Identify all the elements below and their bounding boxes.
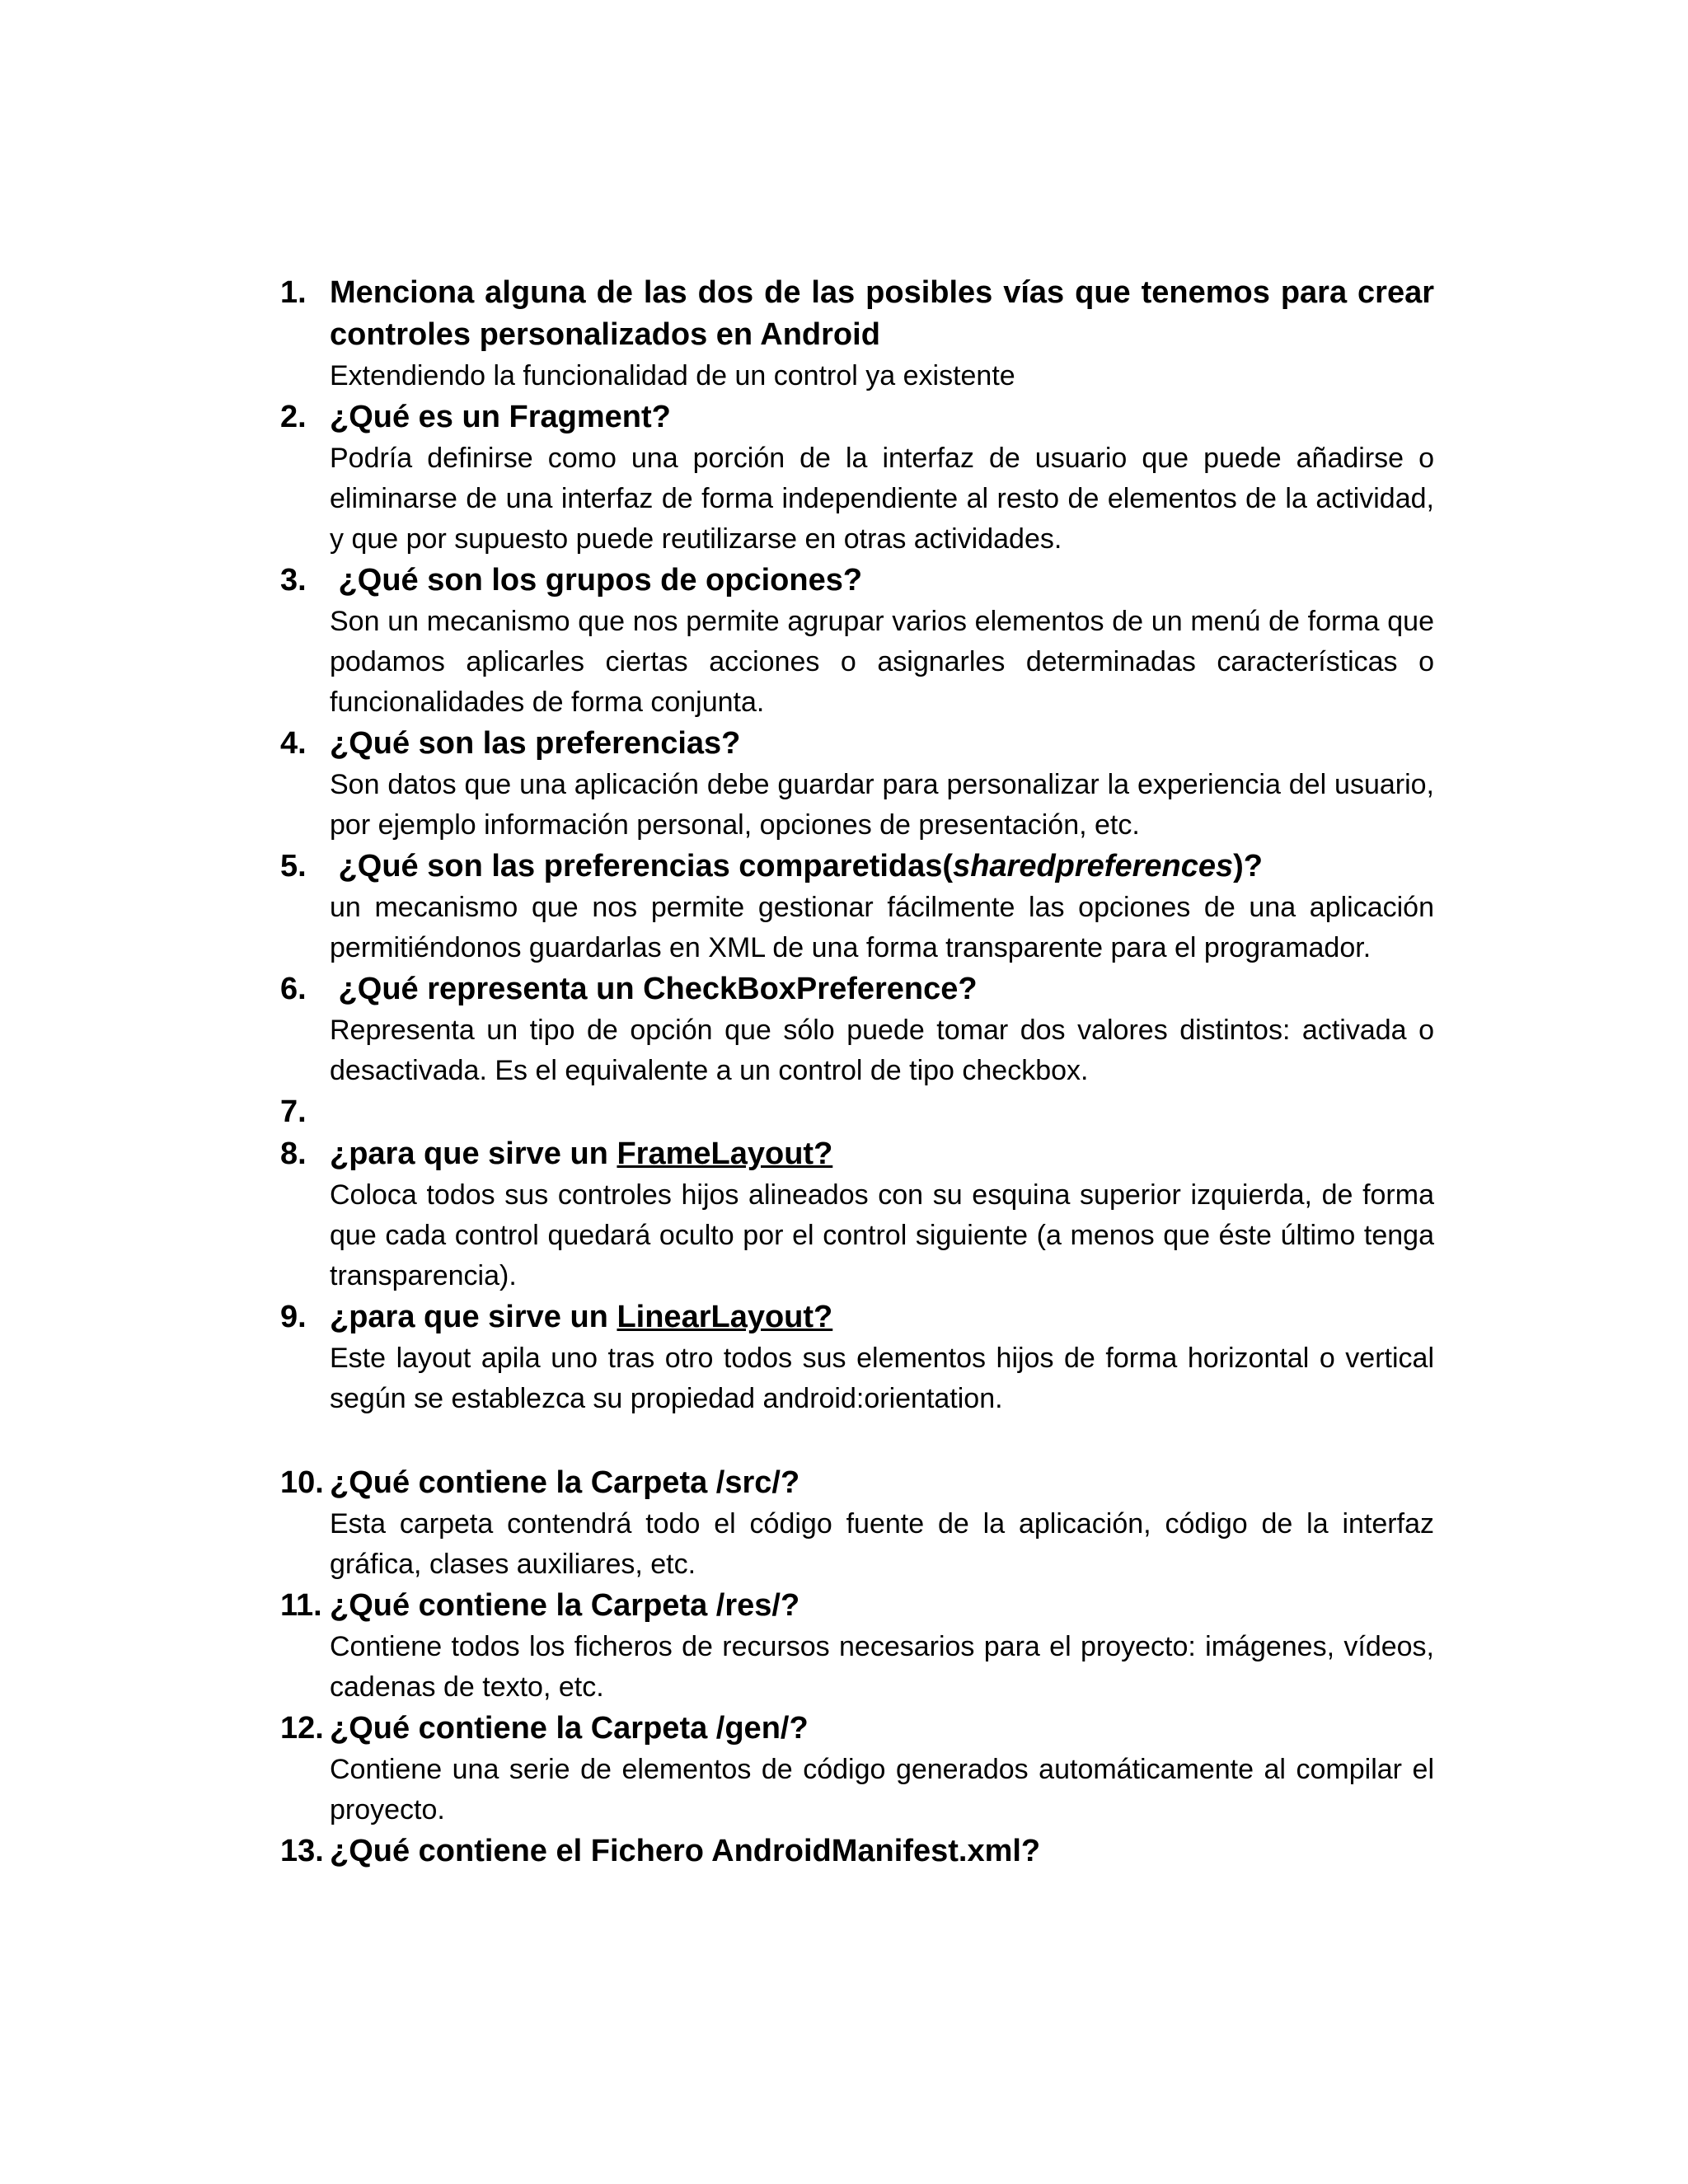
list-item-4 [280,723,1434,846]
list-item-1 [280,272,1434,396]
answer-text: Esta carpeta contendrá todo el código fuente de la aplicación, código de la interfaz gráfica, clases auxiliares, etc. [330,1508,1434,1580]
question-text-end: )? [1233,849,1264,883]
item-number: 5. [280,849,307,883]
list-item-3 [280,560,1434,723]
item-number: 11. [280,1588,322,1623]
item-number: 12. [280,1711,324,1746]
question-text: Menciona alguna de las dos de las posibles vías que tenemos para crear controles personalizados en Android [330,275,1434,352]
question-text: ¿Qué contiene la Carpeta /gen/? [330,1711,809,1746]
blank-line [280,1419,1434,1462]
list-item-2 [280,396,1434,560]
question-text-start: ¿para que sirve un [330,1300,617,1334]
answer-text: Contiene una serie de elementos de código generados automáticamente al compilar el proyecto. [330,1754,1434,1825]
list-item-7 [280,1091,1434,1133]
list-item-9 [280,1296,1434,1419]
question-text: ¿Qué es un Fragment? [330,400,671,434]
question-text-start: ¿para que sirve un [330,1137,617,1171]
question-text: ¿Qué contiene la Carpeta /src/? [330,1465,800,1500]
question-text [330,1133,1434,1175]
question-list [280,272,1434,1872]
list-item-6 [280,968,1434,1091]
question-text-start: ¿Qué son las preferencias comparetidas( [330,849,954,883]
question-text: ¿Qué contiene la Carpeta /res/? [330,1588,800,1623]
question-text [330,1296,1434,1338]
item-number: 9. [280,1300,307,1334]
empty-question [330,1091,1434,1133]
question-italic-term: sharedpreferences [953,849,1234,883]
list-item-12 [280,1708,1434,1830]
question-text: ¿Qué contiene el Fichero AndroidManifest.xml? [330,1834,1041,1868]
answer-text: Son un mecanismo que nos permite agrupar varios elementos de un menú de forma que podamos aplicarles ciertas acciones o asignarles determinadas características o funcionalidades de forma conjunta. [330,606,1434,718]
list-item-5 [280,846,1434,968]
answer-text: Coloca todos sus controles hijos alineados con su esquina superior izquierda, de forma que cada control quedará oculto por el control siguiente (a menos que éste último tenga transparencia). [330,1179,1434,1291]
answer-text: Son datos que una aplicación debe guardar para personalizar la experiencia del usuario, por ejemplo información personal, opciones de presentación, etc. [330,769,1434,841]
item-number: 3. [280,563,307,598]
item-number: 8. [280,1137,307,1171]
list-item-10 [280,1462,1434,1585]
answer-text: Este layout apila uno tras otro todos sus elementos hijos de forma horizontal o vertical según se establezca su propiedad android:orientation. [330,1343,1434,1414]
linearlayout-link[interactable]: LinearLayout? [617,1300,833,1334]
question-text: ¿Qué son las preferencias? [330,726,741,761]
list-item-13 [280,1830,1434,1872]
item-number: 1. [280,275,307,310]
item-number: 4. [280,726,307,761]
answer-text: Extendiendo la funcionalidad de un control ya existente [330,360,1015,391]
list-item-8 [280,1133,1434,1296]
answer-text: un mecanismo que nos permite gestionar fácilmente las opciones de una aplicación permitiéndonos guardarlas en XML de una forma transparente para el programador. [330,892,1434,963]
answer-text: Contiene todos los ficheros de recursos necesarios para el proyecto: imágenes, vídeos, cadenas de texto, etc. [330,1631,1434,1703]
question-text: ¿Qué son los grupos de opciones? [330,563,863,598]
item-number: 13. [280,1834,324,1868]
item-number: 10. [280,1465,324,1500]
question-text [330,846,1434,888]
framelayout-link[interactable]: FrameLayout? [617,1137,833,1171]
question-text: ¿Qué representa un CheckBoxPreference? [330,972,978,1006]
item-number: 6. [280,972,307,1006]
item-number: 7. [280,1094,307,1129]
answer-text: Podría definirse como una porción de la interfaz de usuario que puede añadirse o eliminarse de una interfaz de forma independiente al resto de elementos de la actividad, y que por supuesto puede reutilizarse en otras actividades. [330,443,1434,555]
item-number: 2. [280,400,307,434]
answer-text: Representa un tipo de opción que sólo puede tomar dos valores distintos: activada o desactivada. Es el equivalente a un control de tipo checkbox. [330,1015,1434,1086]
list-item-11 [280,1585,1434,1708]
